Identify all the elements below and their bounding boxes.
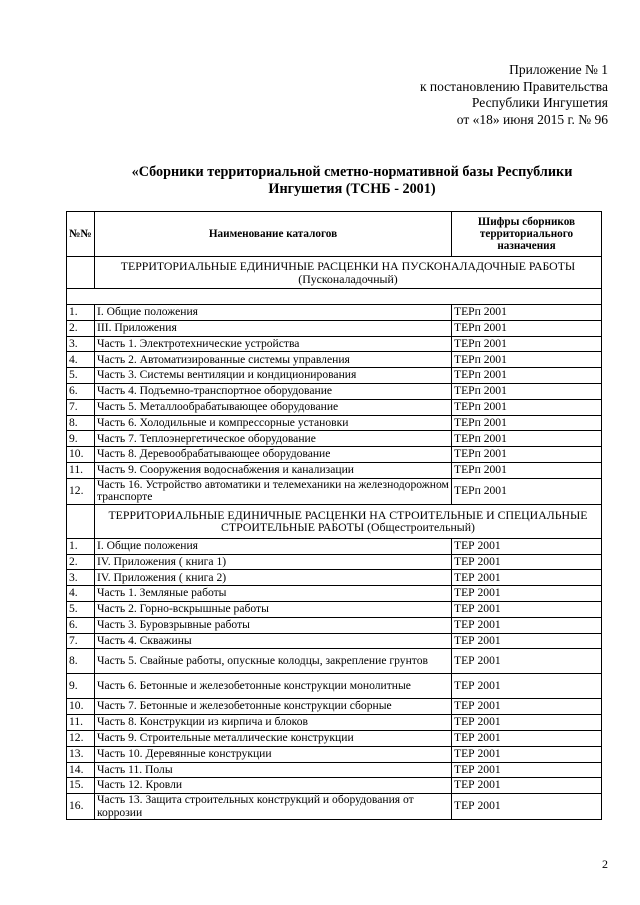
table-row	[67, 730, 602, 746]
row-code: ТЕР 2001	[452, 633, 602, 649]
row-num: 9.	[67, 431, 95, 447]
section2-body	[67, 538, 602, 819]
table-row	[67, 570, 602, 586]
section1-body	[67, 305, 602, 505]
row-name: Часть 7. Бетонные и железобетонные конструкции сборные	[95, 699, 452, 715]
table-row	[67, 305, 602, 321]
row-name: Часть 12. Кровли	[95, 778, 452, 794]
row-num: 11.	[67, 462, 95, 478]
row-name: Часть 8. Деревообрабатывающее оборудование	[95, 447, 452, 463]
row-name: Часть 5. Металлообрабатывающее оборудование	[95, 399, 452, 415]
row-code: ТЕР 2001	[452, 715, 602, 731]
row-num: 2.	[67, 320, 95, 336]
row-num: 2.	[67, 554, 95, 570]
row-code: ТЕРп 2001	[452, 383, 602, 399]
row-code: ТЕРп 2001	[452, 462, 602, 478]
table-row	[67, 320, 602, 336]
empty-row	[67, 289, 602, 305]
row-name: III. Приложения	[95, 320, 452, 336]
row-num: 3.	[67, 570, 95, 586]
row-num: 12.	[67, 478, 95, 504]
row-num: 13.	[67, 746, 95, 762]
row-num: 4.	[67, 586, 95, 602]
row-num: 3.	[67, 336, 95, 352]
header-num: №№	[67, 212, 95, 257]
row-num: 1.	[67, 305, 95, 321]
page-number: 2	[602, 857, 608, 871]
row-name: Часть 6. Холодильные и компрессорные установки	[95, 415, 452, 431]
table-header-row	[67, 212, 602, 257]
row-name: Часть 16. Устройство автоматики и телемеханики на железнодорожном транспорте	[95, 478, 452, 504]
header-name: Наименование каталогов	[95, 212, 452, 257]
row-name: Часть 4. Скважины	[95, 633, 452, 649]
appendix-line: Приложение № 1	[509, 62, 608, 77]
table-row	[67, 383, 602, 399]
row-code: ТЕР 2001	[452, 778, 602, 794]
section-title: ТЕРРИТОРИАЛЬНЫЕ ЕДИНИЧНЫЕ РАСЦЕНКИ НА СТРОИТЕЛЬНЫЕ И СПЕЦИАЛЬНЫЕ СТРОИТЕЛЬНЫЕ РАБОТЫ (Общестроительный)	[95, 504, 602, 538]
row-num: 10.	[67, 447, 95, 463]
table-row	[67, 399, 602, 415]
row-name: IV. Приложения ( книга 2)	[95, 570, 452, 586]
table-row	[67, 601, 602, 617]
row-num: 15.	[67, 778, 95, 794]
row-code: ТЕРп 2001	[452, 399, 602, 415]
row-code: ТЕР 2001	[452, 649, 602, 674]
section-title: ТЕРРИТОРИАЛЬНЫЕ ЕДИНИЧНЫЕ РАСЦЕНКИ НА ПУСКОНАЛАДОЧНЫЕ РАБОТЫ (Пусконаладочный)	[95, 257, 602, 289]
table-row	[67, 368, 602, 384]
table-row	[67, 617, 602, 633]
row-num: 6.	[67, 617, 95, 633]
row-num: 5.	[67, 601, 95, 617]
row-code: ТЕРп 2001	[452, 431, 602, 447]
row-code: ТЕРп 2001	[452, 447, 602, 463]
row-code: ТЕР 2001	[452, 730, 602, 746]
row-name: Часть 9. Строительные металлические конструкции	[95, 730, 452, 746]
row-code: ТЕР 2001	[452, 617, 602, 633]
row-num: 6.	[67, 383, 95, 399]
table-row	[67, 794, 602, 820]
document-title	[112, 164, 592, 198]
row-code: ТЕР 2001	[452, 762, 602, 778]
row-num: 1.	[67, 538, 95, 554]
row-code: ТЕРп 2001	[452, 368, 602, 384]
row-name: Часть 4. Подъемно-транспортное оборудование	[95, 383, 452, 399]
row-name: Часть 1. Земляные работы	[95, 586, 452, 602]
row-name: I. Общие положения	[95, 305, 452, 321]
table-row	[67, 715, 602, 731]
appendix-block	[420, 62, 608, 128]
row-name: Часть 13. Защита строительных конструкций и оборудования от коррозии	[95, 794, 452, 820]
table-row	[67, 431, 602, 447]
table-row	[67, 699, 602, 715]
row-name: Часть 2. Горно-вскрышные работы	[95, 601, 452, 617]
row-code: ТЕРп 2001	[452, 320, 602, 336]
table-row	[67, 478, 602, 504]
row-num: 7.	[67, 399, 95, 415]
row-name: Часть 6. Бетонные и железобетонные конструкции монолитные	[95, 674, 452, 699]
row-name: Часть 3. Буровзрывные работы	[95, 617, 452, 633]
table-row	[67, 674, 602, 699]
row-name: Часть 9. Сооружения водоснабжения и канализации	[95, 462, 452, 478]
appendix-line: от «18» июня 2015 г. № 96	[456, 111, 608, 127]
row-code: ТЕРп 2001	[452, 478, 602, 504]
row-code: ТЕР 2001	[452, 538, 602, 554]
header-code: Шифры сборников территориального назначения	[452, 212, 602, 257]
row-num: 14.	[67, 762, 95, 778]
row-name: Часть 2. Автоматизированные системы управления	[95, 352, 452, 368]
row-num: 12.	[67, 730, 95, 746]
row-code: ТЕРп 2001	[452, 352, 602, 368]
row-code: ТЕР 2001	[452, 794, 602, 820]
row-code: ТЕР 2001	[452, 570, 602, 586]
row-num: 8.	[67, 649, 95, 674]
row-name: Часть 1. Электротехнические устройства	[95, 336, 452, 352]
appendix-line: Республики Ингушетия	[471, 95, 608, 110]
row-num: 10.	[67, 699, 95, 715]
table-row	[67, 447, 602, 463]
row-code: ТЕР 2001	[452, 674, 602, 699]
table-row	[67, 778, 602, 794]
row-name: Часть 10. Деревянные конструкции	[95, 746, 452, 762]
table-row	[67, 538, 602, 554]
row-code: ТЕР 2001	[452, 601, 602, 617]
row-code: ТЕР 2001	[452, 699, 602, 715]
row-name: Часть 8. Конструкции из кирпича и блоков	[95, 715, 452, 731]
row-code: ТЕР 2001	[452, 554, 602, 570]
section-row	[67, 504, 602, 538]
row-num: 7.	[67, 633, 95, 649]
row-name: Часть 11. Полы	[95, 762, 452, 778]
row-code: ТЕРп 2001	[452, 415, 602, 431]
table-row	[67, 746, 602, 762]
table-row	[67, 586, 602, 602]
table-row	[67, 762, 602, 778]
section-row	[67, 257, 602, 289]
table-row	[67, 336, 602, 352]
table-row	[67, 462, 602, 478]
table-row	[67, 649, 602, 674]
row-code: ТЕР 2001	[452, 746, 602, 762]
row-name: I. Общие положения	[95, 538, 452, 554]
row-name: IV. Приложения ( книга 1)	[95, 554, 452, 570]
row-name: Часть 7. Теплоэнергетическое оборудование	[95, 431, 452, 447]
row-code: ТЕРп 2001	[452, 305, 602, 321]
table-row	[67, 554, 602, 570]
row-num: 9.	[67, 674, 95, 699]
row-num: 11.	[67, 715, 95, 731]
table-row	[67, 352, 602, 368]
title-line: Ингушетия (ТСНБ - 2001)	[268, 181, 436, 197]
row-name: Часть 3. Системы вентиляции и кондиционирования	[95, 368, 452, 384]
table-row	[67, 633, 602, 649]
row-num: 4.	[67, 352, 95, 368]
row-code: ТЕРп 2001	[452, 336, 602, 352]
row-code: ТЕР 2001	[452, 586, 602, 602]
row-num: 8.	[67, 415, 95, 431]
catalog-table	[66, 211, 602, 820]
row-num: 5.	[67, 368, 95, 384]
row-num: 16.	[67, 794, 95, 820]
appendix-line: к постановлению Правительства	[419, 78, 608, 94]
table-row	[67, 415, 602, 431]
title-line: «Сборники территориальной сметно-нормативной базы Республики	[131, 164, 573, 180]
row-name: Часть 5. Свайные работы, опускные колодцы, закрепление грунтов	[95, 649, 452, 674]
